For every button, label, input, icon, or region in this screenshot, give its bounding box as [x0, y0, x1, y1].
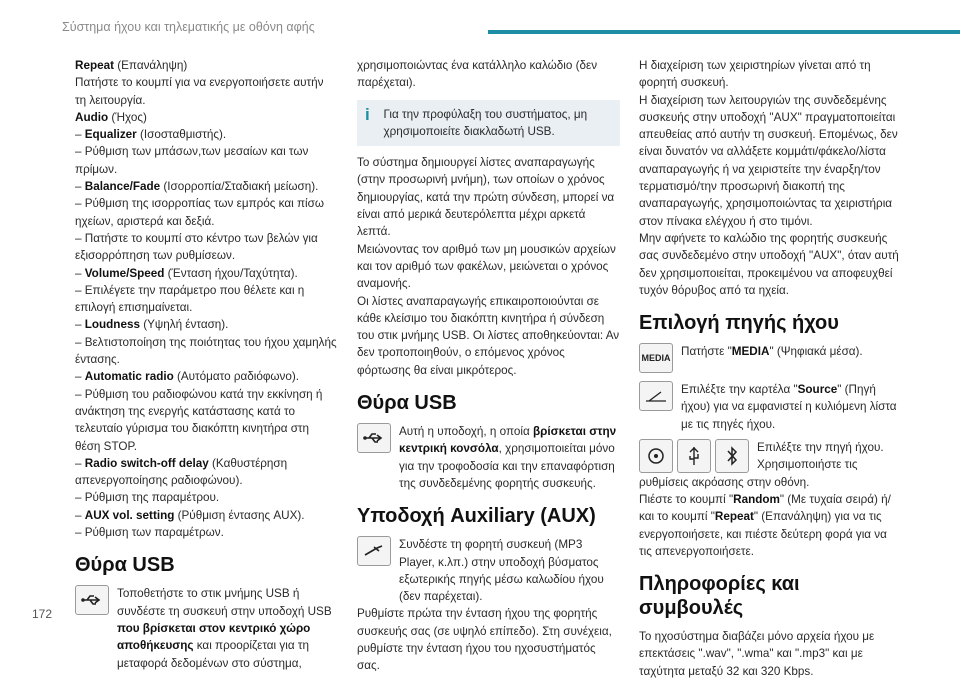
bluetooth-icon [715, 439, 749, 473]
aux-management-text: Η διαχείριση των λειτουργιών της συνδεδεμένης συσκευής στην υποδοχή "AUX" πραγματοποιείται απευθείας από αυτήν τη συσκευή. Επομένως, δεν είναι δυνατόν να αλλάξετε κομμάτι/φάκελο/λίστα αναπαραγωγής ή να χειριστείτε την έναρξη/τον τερματισμό/την προσωρινή διακοπή της αναπαραγωγής, χρησιμοποιώντας τα χειριστήρια στον πίνακα ελέγχου ή στο τιμόνι. [639, 93, 898, 228]
loudness-line: – Loudness (Υψηλή ένταση). [75, 318, 229, 332]
usb-storage-text: Τοποθετήστε το στικ μνήμης USB ή συνδέστε τη συσκευή στην υποδοχή USB που βρίσκεται στον κεντρικό χώρο αποθήκευσης και προορίζεται για τη μεταφορά δεδομένων στο σύστημα, [117, 587, 332, 670]
equalizer-line: – Equalizer (Ισοσταθμιστής). [75, 128, 227, 142]
usb-source-icon [677, 439, 711, 473]
aux-cable-text: Μην αφήνετε το καλώδιο της φορητής συσκευής σας συνδεδεμένο στην υποδοχή "AUX", όταν αυτή δεν χρησιμοποιείται, προκειμένου να αποφευχθεί τυχόν θόρυβος από τα ηχεία. [639, 231, 899, 297]
waiting-time-text: Μειώνοντας τον αριθμό των μη μουσικών αρχείων και τον αριθμό των φακέλων, μειώνεται ο χρόνος αναμονής. [357, 242, 616, 291]
volume-speed-line: – Volume/Speed (Ένταση ήχου/Ταχύτητα). [75, 266, 298, 280]
header-title: Σύστημα ήχου και τηλεματικής με οθόνη αφής [62, 20, 315, 34]
automatic-radio-line: – Automatic radio (Αυτόματο ραδιόφωνο). [75, 370, 300, 384]
usb-charging-row [357, 423, 620, 492]
header-accent-bar [488, 30, 960, 34]
playlist-update-text: Οι λίστες αναπαραγωγής επικαιροποιούνται σε κάθε κλείσιμο του διακόπτη κινητήρα ή σύνδεση του στικ μνήμης USB. Οι λίστες αποθηκεύονται: Αν δεν τροποποιηθούν, ο επόμενος χρόνος φόρτωσης θα είναι μικρότερος. [357, 294, 620, 377]
source-selection-heading: Επιλογή πηγής ήχου [639, 312, 839, 335]
aux-row [357, 536, 620, 605]
repeat-line: Repeat (Επανάληψη) [75, 59, 188, 72]
page-number: 172 [32, 607, 53, 621]
loudness-desc: – Βελτιστοποίηση της ποιότητας του ήχου χαμηλής έντασης. [75, 335, 337, 367]
switch-off-delay-desc: – Ρύθμιση της παραμέτρου. [75, 491, 220, 505]
listening-settings-text: Χρησιμοποιήστε τις ρυθμίσεις ακρόασης στην οθόνη. [639, 458, 858, 489]
bass-treble-line: – Ρύθμιση των μπάσων,των μεσαίων και των πρίμων. [75, 145, 309, 176]
usb-charging-text: Αυτή η υποδοχή, η οποία βρίσκεται στην κεντρική κονσόλα, χρησιμοποιείται μόνο για την τροφοδοσία και την επαναφόρτιση της συνδεδεμένης φορητής συσκευής. [399, 425, 617, 490]
aux-volume-text: Ρυθμίστε πρώτα την ένταση ήχου της φορητής συσκευής σας (σε υψηλό επίπεδο). Στη συνέχεια, ρυθμίστε την ένταση ήχου του ηχοσυστήματός σας. [357, 607, 612, 673]
media-icon: MEDIA [639, 343, 673, 373]
balance-desc: – Ρύθμιση της ισορροπίας των εμπρός και πίσω ηχείων, αριστερά και δεξιά. [75, 197, 324, 228]
media-row [639, 343, 901, 373]
source-icons-row [639, 439, 901, 456]
aux-jack-icon [357, 536, 391, 566]
aux-vol-line: – AUX vol. setting (Ρύθμιση έντασης AUX). [75, 508, 305, 522]
controls-text: Η διαχείριση των χειριστηρίων γίνεται από τη φορητή συσκευή. [639, 59, 871, 90]
column-1 [75, 57, 337, 672]
switch-off-delay-line: – Radio switch-off delay (Καθυστέρηση απενεργοποίησης ραδιοφώνου). [75, 456, 288, 488]
column-2 [357, 57, 620, 675]
media-text: Πατήστε "MEDIA" (Ψηφιακά μέσα). [681, 345, 863, 359]
balance-center-desc: – Πατήστε το κουμπί στο κέντρο των βελών για εξισορρόπηση των ρυθμίσεων. [75, 231, 318, 263]
aux-text: Συνδέστε τη φορητή συσκευή (MP3 Player, κ.λπ.) στην υποδοχή βύσματος εξωτερικής πηγής μέσω καλωδίου ήχου (δεν παρέχεται). [399, 538, 604, 604]
audio-line: Audio (Ήχος) [75, 110, 147, 124]
source-icons [639, 439, 749, 473]
info-icon: i [365, 104, 370, 124]
balance-line: – Balance/Fade (Ισορροπία/Σταδιακή μείωση). [75, 180, 319, 194]
usb-storage-row [75, 585, 337, 671]
volume-speed-desc: – Επιλέγετε την παράμετρο που θέλετε και η επιλογή επισημαίνεται. [75, 283, 305, 315]
usb-icon [357, 423, 391, 453]
note-text: Για την προφύλαξη του συστήματος, μη χρησιμοποιείτε διακλαδωτή USB. [383, 107, 588, 138]
usb-cable-text: χρησιμοποιώντας ένα κατάλληλο καλώδιο (δεν παρέχεται). [357, 59, 598, 90]
pick-source-text: Επιλέξτε την πηγή ήχου. [757, 441, 884, 455]
info-tips-heading: Πληροφορίες και συμβουλές [639, 573, 800, 620]
repeat-text: και το κουμπί "Repeat" (Επανάληψη) για να τις ενεργοποιήσετε, και πιέστε δεύτερη φορά για να τις απενεργοποιήσετε. [639, 510, 887, 558]
automatic-radio-desc: – Ρύθμιση του ραδιοφώνου κατά την εκκίνηση ή ανάκτηση της ενεργής κατάστασης κατά το τελευταίο γύρισμα του διακόπτη κινητήρα στη θέση STOP. [75, 387, 323, 453]
usb-icon [75, 585, 109, 615]
source-tab-icon [639, 381, 673, 411]
source-tab-row [639, 381, 901, 433]
aux-vol-desc: – Ρύθμιση των παραμέτρων. [75, 526, 224, 540]
column-3 [639, 57, 901, 680]
usb-port-charging-heading: Θύρα USB [357, 392, 457, 415]
usb-port-heading: Θύρα USB [75, 554, 175, 577]
radio-icon [639, 439, 673, 473]
usb-hub-note [357, 100, 620, 147]
file-formats-text: Το ηχοσύστημα διαβάζει μόνο αρχεία ήχου με επεκτάσεις ".wav", ".wma" και ".mp3" και με ταχύτητα μεταξύ 32 και 320 Kbps. [639, 630, 875, 678]
playlist-text: Το σύστημα δημιουργεί λίστες αναπαραγωγής (στην προσωρινή μνήμη), των οποίων ο χρόνος δημιουργίας, κατά την πρώτη σύνδεση, μπορεί να είναι από μερικά δευτερόλεπτα μέχρι αρκετά λεπτά. [357, 156, 615, 239]
source-tab-text: Επιλέξτε την καρτέλα "Source" (Πηγή ήχου) για να εμφανιστεί η κυλιόμενη λίστα με τις πηγές ήχου. [681, 383, 897, 431]
repeat-desc: Πατήστε το κουμπί για να ενεργοποιήσετε αυτήν τη λειτουργία. [75, 76, 324, 107]
aux-heading: Υποδοχή Auxiliary (AUX) [357, 505, 596, 528]
random-text: Πιέστε το κουμπί "Random" (Με τυχαία σειρά) ή/ [639, 492, 891, 506]
